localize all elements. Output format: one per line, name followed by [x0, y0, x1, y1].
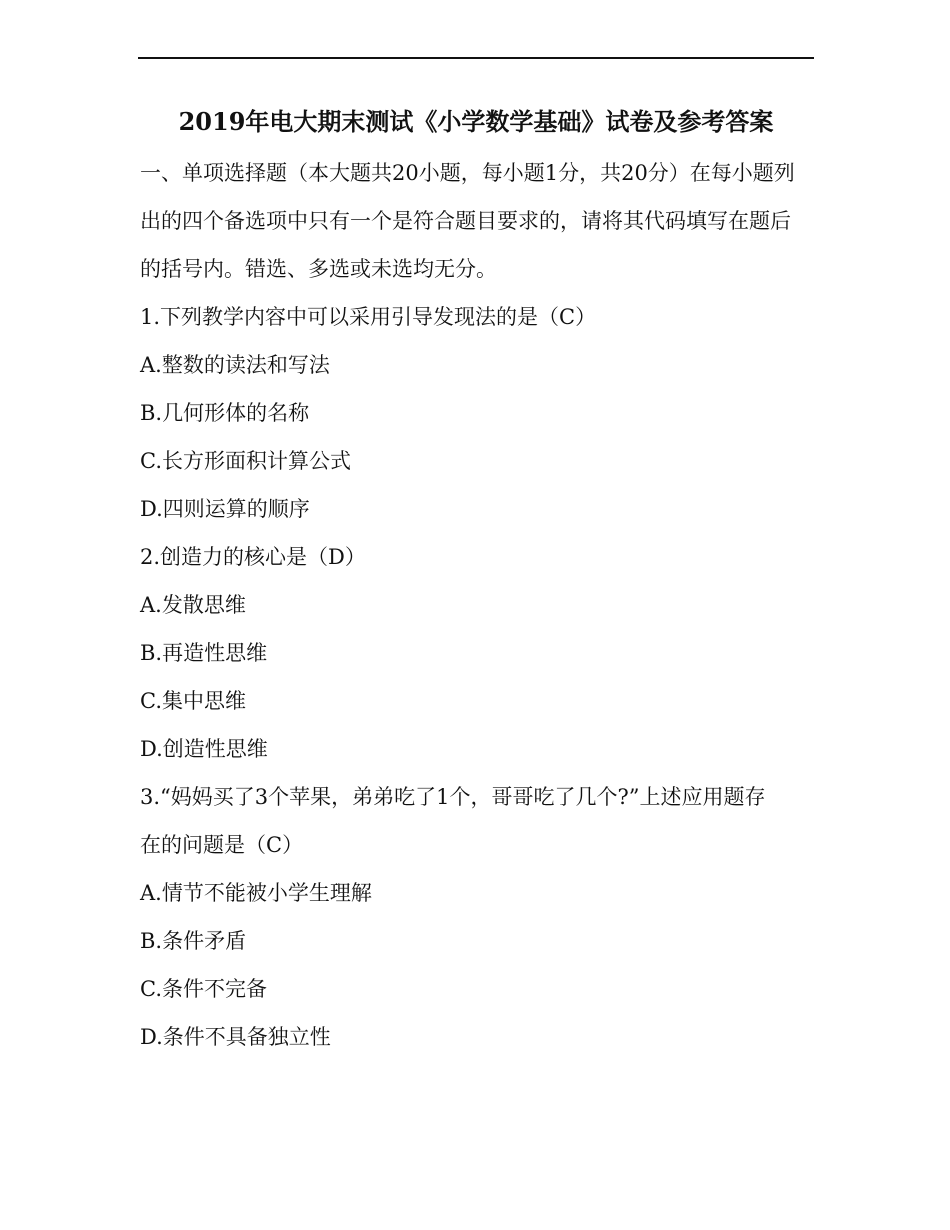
question-2: [140, 533, 816, 773]
question-1: [140, 293, 816, 533]
question-3: [140, 773, 816, 1061]
option-b: B.再造性思维: [140, 641, 268, 665]
header-rule: [138, 57, 814, 59]
option-a: A.发散思维: [140, 593, 246, 617]
question-stem: 2.创造力的核心是（D）: [140, 545, 366, 569]
question-stem: 3.“妈妈买了3个苹果，弟弟吃了1个，哥哥吃了几个?”上述应用题存: [140, 785, 766, 809]
document-body: [140, 149, 816, 1061]
option-c: C.条件不完备: [140, 977, 267, 1001]
section-intro-line: 的括号内。错选、多选或未选均无分。: [140, 257, 497, 281]
question-stem: 1.下列教学内容中可以采用引导发现法的是（C）: [140, 305, 597, 329]
section-intro-line: 出的四个备选项中只有一个是符合题目要求的，请将其代码填写在题后: [140, 209, 791, 233]
document-title: 2019年电大期末测试《小学数学基础》试卷及参考答案: [178, 107, 774, 136]
option-d: D.创造性思维: [140, 737, 268, 761]
option-d: D.四则运算的顺序: [140, 497, 310, 521]
option-c: C.集中思维: [140, 689, 246, 713]
option-d: D.条件不具备独立性: [140, 1025, 331, 1049]
option-a: A.情节不能被小学生理解: [140, 881, 372, 905]
section-intro-line: 一、单项选择题（本大题共20小题，每小题1分，共20分）在每小题列: [140, 161, 795, 185]
option-c: C.长方形面积计算公式: [140, 449, 351, 473]
option-b: B.几何形体的名称: [140, 401, 310, 425]
option-a: A.整数的读法和写法: [140, 353, 330, 377]
section-intro: [140, 149, 816, 293]
question-stem-continued: 在的问题是（C）: [140, 833, 304, 857]
option-b: B.条件矛盾: [140, 929, 247, 953]
